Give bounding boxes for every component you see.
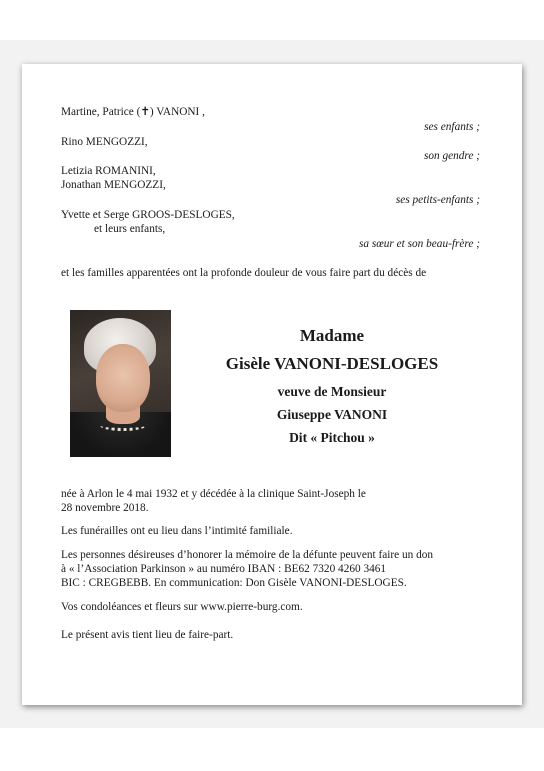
announcement-intro: et les familles apparentées ont la profonde douleur de vous faire part du décès de xyxy=(61,267,427,279)
family-line-grandchild-1: Letizia ROMANINI, xyxy=(61,165,156,177)
husband-name: Giuseppe VANONI xyxy=(276,407,388,422)
bottom-band xyxy=(0,728,544,771)
portrait-photo xyxy=(70,310,171,457)
family-line-grandchild-2: Jonathan MENGOZZI, xyxy=(61,179,166,191)
donation-line-1: Les personnes désireuses d’honorer la mémoire de la défunte peuvent faire un don xyxy=(61,549,434,561)
birth-line-2: 28 novembre 2018. xyxy=(61,502,149,514)
donation-line-3: BIC : CREGBEBB. En communication: Don Gisèle VANONI-DESLOGES. xyxy=(61,577,407,589)
funeral-text: Les funérailles ont eu lieu dans l’intimité familiale. xyxy=(61,525,293,537)
family-line-sister: Yvette et Serge GROOS-DESLOGES, xyxy=(61,209,235,221)
widow-of: veuve de Monsieur xyxy=(277,384,387,399)
family-line-children: Martine, Patrice (✝) VANONI , xyxy=(61,106,205,118)
role-children: ses enfants ; xyxy=(424,121,480,133)
family-line-son-in-law: Rino MENGOZZI, xyxy=(61,136,148,148)
notice-text: Le présent avis tient lieu de faire-part. xyxy=(61,629,234,641)
role-son-in-law: son gendre ; xyxy=(423,150,480,162)
deceased-name: Gisèle VANONI-DESLOGES xyxy=(225,354,439,373)
family-line-sister-children: et leurs enfants, xyxy=(94,223,166,235)
role-grandchildren: ses petits-enfants ; xyxy=(395,194,480,206)
nickname: Dit « Pitchou » xyxy=(289,430,375,445)
obituary-page xyxy=(22,64,522,705)
donation-line-2: à « l’Association Parkinson » au numéro IBAN : BE62 7320 4260 3461 xyxy=(61,563,387,575)
role-sister: sa sœur et son beau-frère ; xyxy=(358,238,480,250)
condolences-text: Vos condoléances et fleurs sur www.pierre-burg.com. xyxy=(61,601,303,613)
birth-line-1: née à Arlon le 4 mai 1932 et y décédée à la clinique Saint-Joseph le xyxy=(61,488,366,500)
top-band xyxy=(0,0,544,40)
deceased-title: Madame xyxy=(299,326,365,345)
